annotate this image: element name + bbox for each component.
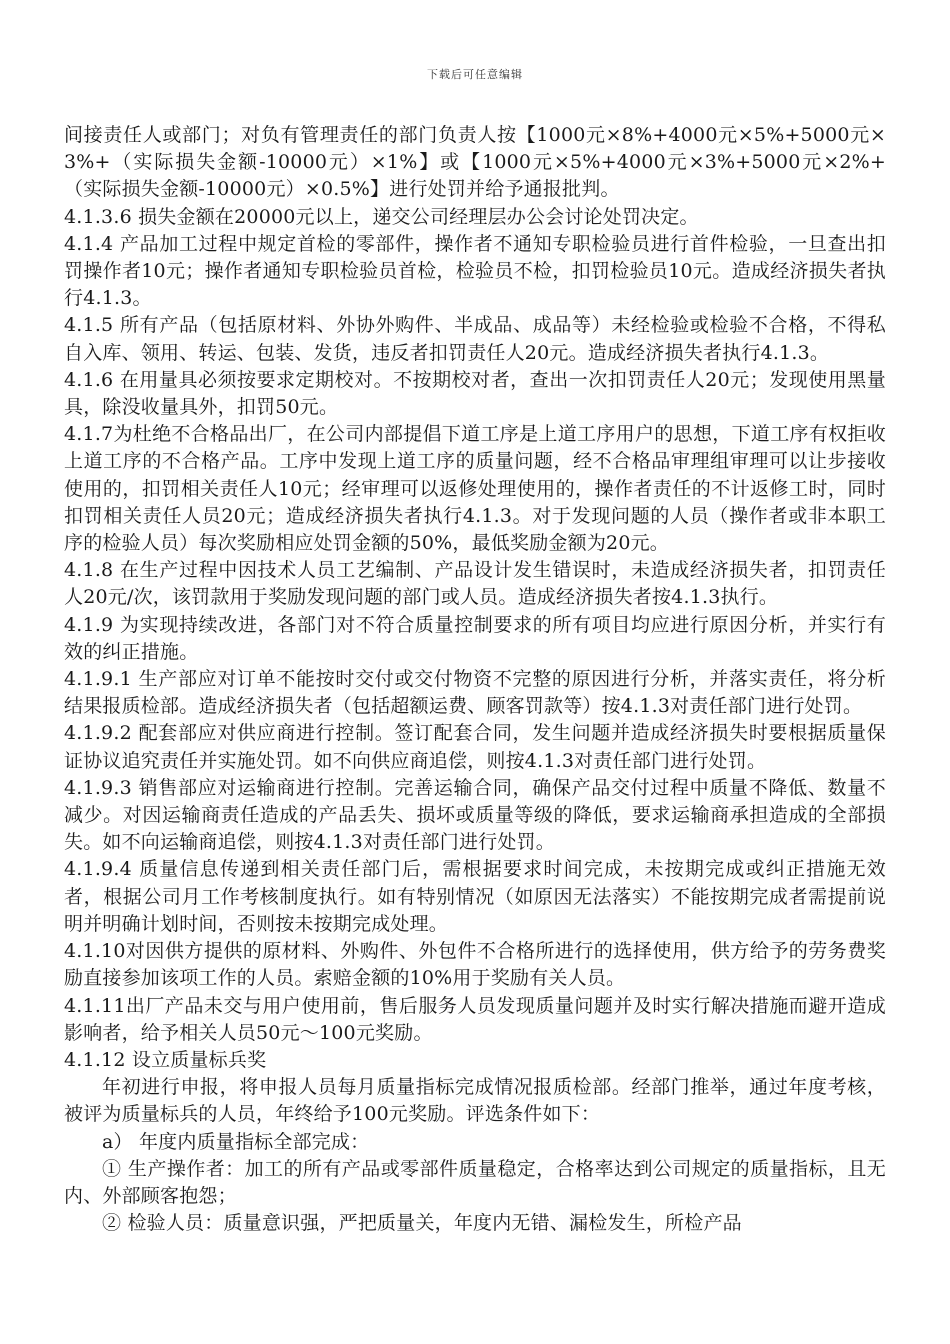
paragraph-4-1-9-4: 4.1.9.4 质量信息传递到相关责任部门后，需根据要求时间完成，未按期完成或纠正措施无效者，根据公司月工作考核制度执行。如有特别情况（如原因无法落实）不能按期完成者需提前说明并明确计划时间，否则按未按期完成处理。 xyxy=(64,858,886,935)
paragraph-4-1-11: 4.1.11出厂产品未交与用户使用前，售后服务人员发现质量问题并及时实行解决措施而避开造成影响者，给予相关人员50元～100元奖励。 xyxy=(64,994,886,1044)
list-item-2: ② 检验人员：质量意识强，严把质量关，年度内无错、漏检发生，所检产品 xyxy=(102,1212,742,1235)
paragraph-4-1-6: 4.1.6 在用量具必须按要求定期校对。不按期校对者，查出一次扣罚责任人20元；发现使用黑量具，除没收量具外，扣罚50元。 xyxy=(64,368,886,419)
paragraph-award-intro: 年初进行申报，将申报人员每月质量指标完成情况报质检部。经部门推举，通过年度考核，被评为质量标兵的人员，年终给予100元奖励。评选条件如下： xyxy=(64,1076,886,1126)
list-item-1: ① 生产操作者：加工的所有产品或零部件质量稳定，合格率达到公司规定的质量指标，且无内、外部顾客抱怨； xyxy=(64,1157,886,1207)
paragraph-4-1-9-2: 4.1.9.2 配套部应对供应商进行控制。签订配套合同，发生问题并造成经济损失时要根据质量保证协议追究责任并实施处罚。如不向供应商追偿，则按4.1.3对责任部门进行处罚。 xyxy=(64,722,886,772)
section-heading-4-1-12: 4.1.12 设立质量标兵奖 xyxy=(64,1048,267,1071)
paragraph-4-1-9-3: 4.1.9.3 销售部应对运输商进行控制。完善运输合同，确保产品交付过程中质量不降低、数量不减少。对因运输商责任造成的产品丢失、损坏或质量等级的降低，要求运输商承担造成的全部损失。如不向运输商追偿，则按4.1.3对责任部门进行处罚。 xyxy=(64,776,886,854)
paragraph-4-1-7: 4.1.7为杜绝不合格品出厂，在公司内部提倡下道工序是上道工序用户的思想，下道工序有权拒收上道工序的不合格产品。工序中发现上道工序的质量问题，经不合格品审理组审理可以让步接收使用的，扣罚相关责任人10元；经审理可以返修处理使用的，操作者责任的不计返修工时，同时扣罚相关责任人员20元；造成经济损失者执行4.1.3。对于发现问题的人员（操作者或非本职工序的检验人员）每次奖励相应处罚金额的50%，最低奖励金额为20元。 xyxy=(64,423,886,555)
page-header: 下载后可任意编辑 xyxy=(427,68,523,81)
paragraph-4-1-5: 4.1.5 所有产品（包括原材料、外协外购件、半成品、成品等）未经检验或检验不合格，不得私自入库、领用、转运、包装、发货，违反者扣罚责任人20元。造成经济损失者执行4.1.3。 xyxy=(64,314,886,364)
document-body xyxy=(64,122,886,1237)
paragraph-4-1-9: 4.1.9 为实现持续改进，各部门对不符合质量控制要求的所有项目均应进行原因分析，并实行有效的纠正措施。 xyxy=(64,613,886,663)
paragraph-4-1-10: 4.1.10对因供方提供的原材料、外购件、外包件不合格所进行的选择使用，供方给予的劳务费奖励直接参加该项工作的人员。索赔金额的10%用于奖励有关人员。 xyxy=(64,940,886,990)
paragraph-4-1-9-1: 4.1.9.1 生产部应对订单不能按时交付或交付物资不完整的原因进行分析，并落实责任，将分析结果报质检部。造成经济损失者（包括超额运费、顾客罚款等）按4.1.3对责任部门进行处罚。 xyxy=(64,668,886,718)
list-item-a: a） 年度内质量指标全部完成： xyxy=(102,1130,370,1153)
paragraph-4-1-8: 4.1.8 在生产过程中因技术人员工艺编制、产品设计发生错误时，未造成经济损失者，扣罚责任人20元/次，该罚款用于奖励发现问题的部门或人员。造成经济损失者按4.1.3执行。 xyxy=(64,559,886,609)
paragraph-4-1-4: 4.1.4 产品加工过程中规定首检的零部件，操作者不通知专职检验员进行首件检验，一旦查出扣罚操作者10元；操作者通知专职检验员首检，检验员不检，扣罚检验员10元。造成经济损失者执行4.1.3。 xyxy=(64,232,886,310)
paragraph-4-1-3-6: 4.1.3.6 损失金额在20000元以上，递交公司经理层办公会讨论处罚决定。 xyxy=(64,205,699,228)
paragraph-penalty-formula: 间接责任人或部门；对负有管理责任的部门负责人按【1000元×8%+4000元×5%+5000元×3%+（实际损失金额-10000元）×1%】或【1000元×5%+4000元×3%+5000元×2%+（实际损失金额-10000元）×0.5%】进行处罚并给予通报批判。 xyxy=(64,124,886,201)
